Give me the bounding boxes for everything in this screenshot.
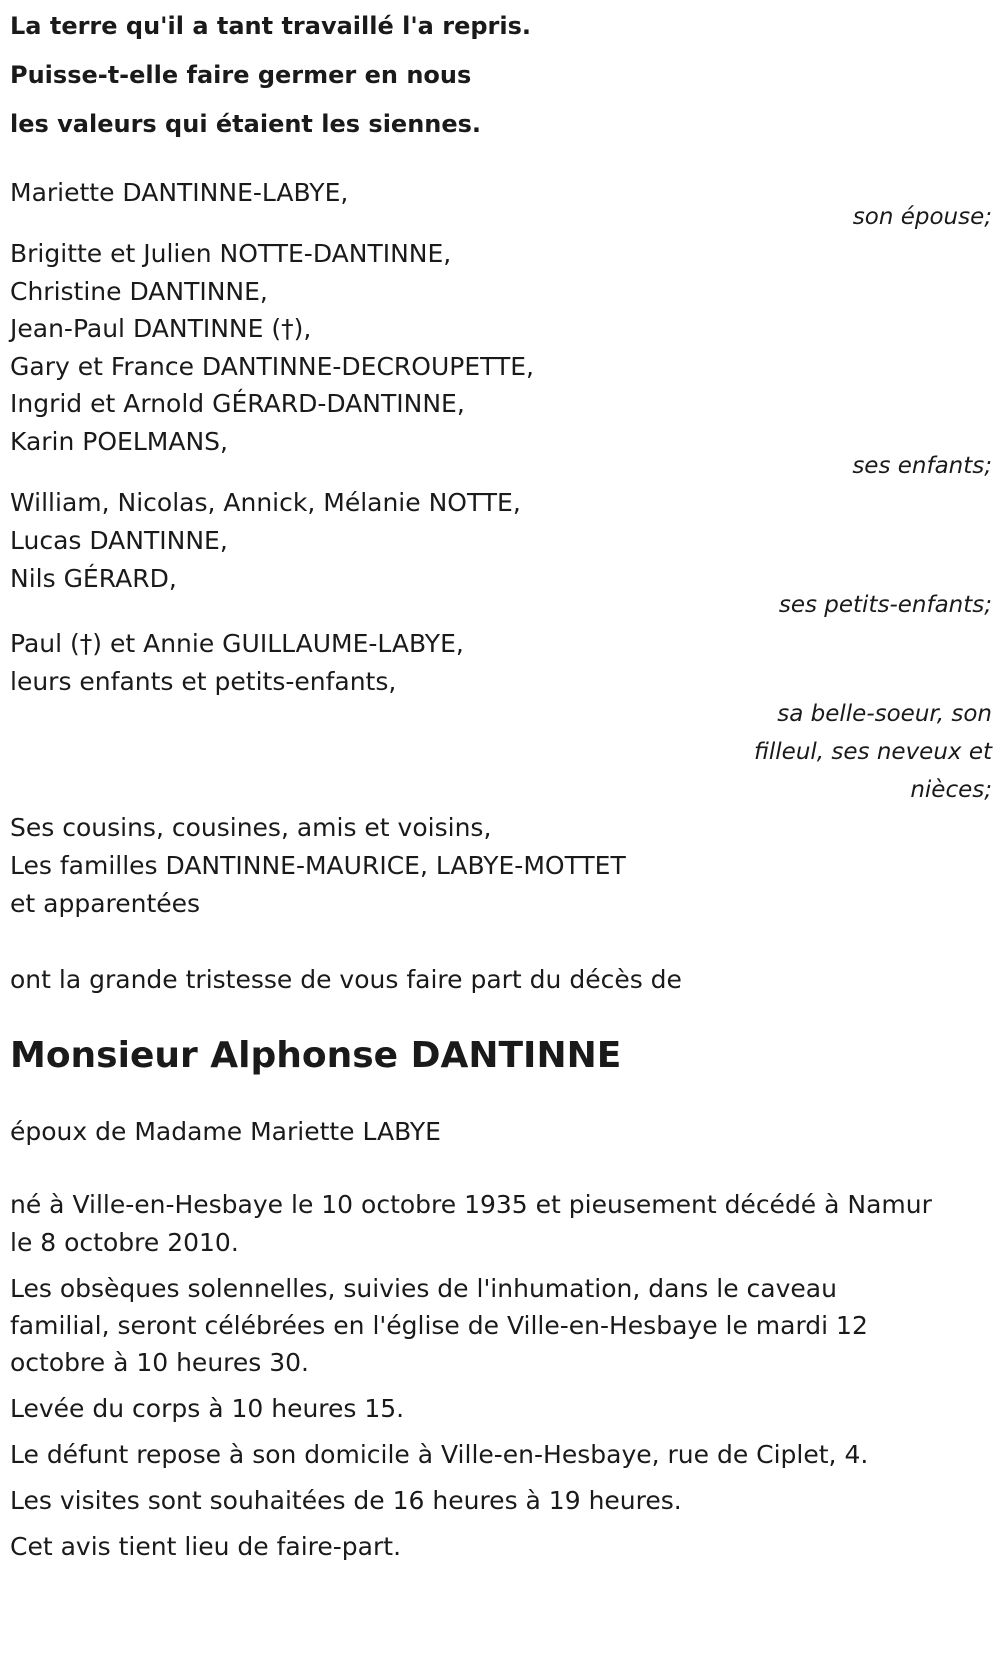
announcement-text: ont la grande tristesse de vous faire part du décès de	[10, 965, 682, 994]
quote-line: La terre qu'il a tant travaillé l'a repris.	[10, 12, 531, 40]
relation-label: ses petits-enfants;	[778, 592, 992, 618]
closing-note: Cet avis tient lieu de faire-part.	[10, 1532, 402, 1561]
quote-line: les valeurs qui étaient les siennes.	[10, 110, 482, 138]
relative-line: Ses cousins, cousines, amis et voisins,	[10, 813, 492, 842]
spouse-line: époux de Madame Mariette LABYE	[10, 1117, 441, 1146]
family-name: Lucas DANTINNE,	[10, 526, 228, 555]
quote-line: Puisse-t-elle faire germer en nous	[10, 61, 472, 89]
relative-line: Les familles DANTINNE-MAURICE, LABYE-MOTTET	[10, 851, 626, 880]
family-name: Jean-Paul DANTINNE (†),	[10, 314, 312, 343]
birth-death-details: né à Ville-en-Hesbaye le 10 octobre 1935 et pieusement décédé à Namur le 8 octobre 2010.	[10, 1190, 932, 1257]
visiting-hours: Les visites sont souhaitées de 16 heures à 19 heures.	[10, 1486, 682, 1515]
relation-label: ses enfants;	[852, 453, 992, 479]
relative-line: et apparentées	[10, 889, 201, 918]
family-group-children	[10, 235, 992, 486]
relation-label: sa belle-soeur, son filleul, ses neveux et nièces;	[754, 701, 992, 803]
family-name: Nils GÉRARD,	[10, 564, 177, 593]
family-name: Paul (†) et Annie GUILLAUME-LABYE,	[10, 629, 464, 658]
resting-place: Le défunt repose à son domicile à Ville-en-Hesbaye, rue de Ciplet, 4.	[10, 1440, 869, 1469]
family-group-in-laws	[10, 625, 992, 809]
family-name: Ingrid et Arnold GÉRARD-DANTINNE,	[10, 389, 465, 418]
funeral-details: Les obsèques solennelles, suivies de l'inhumation, dans le caveau familial, seront célébrées en l'église de Ville-en-Hesbaye le mardi 12 octobre à 10 heures 30.	[10, 1274, 868, 1377]
family-name: Karin POELMANS,	[10, 426, 228, 456]
family-name: Christine DANTINNE,	[10, 276, 268, 306]
other-relatives	[10, 809, 992, 923]
family-name: Mariette DANTINNE-LABYE,	[10, 178, 349, 207]
family-name: Brigitte et Julien NOTTE-DANTINNE,	[10, 239, 452, 268]
deceased-name: Monsieur Alphonse DANTINNE	[10, 1035, 622, 1076]
family-group-grandchildren	[10, 484, 992, 625]
body-removal-time: Levée du corps à 10 heures 15.	[10, 1394, 405, 1423]
family-name: Gary et France DANTINNE-DECROUPETTE,	[10, 351, 534, 381]
family-name: William, Nicolas, Annick, Mélanie NOTTE,	[10, 488, 521, 517]
family-name: leurs enfants et petits-enfants,	[10, 667, 397, 696]
family-group-spouse	[10, 174, 992, 237]
relation-label: son épouse;	[852, 204, 992, 230]
obituary-notice	[10, 0, 992, 1567]
opening-quote	[10, 2, 992, 149]
